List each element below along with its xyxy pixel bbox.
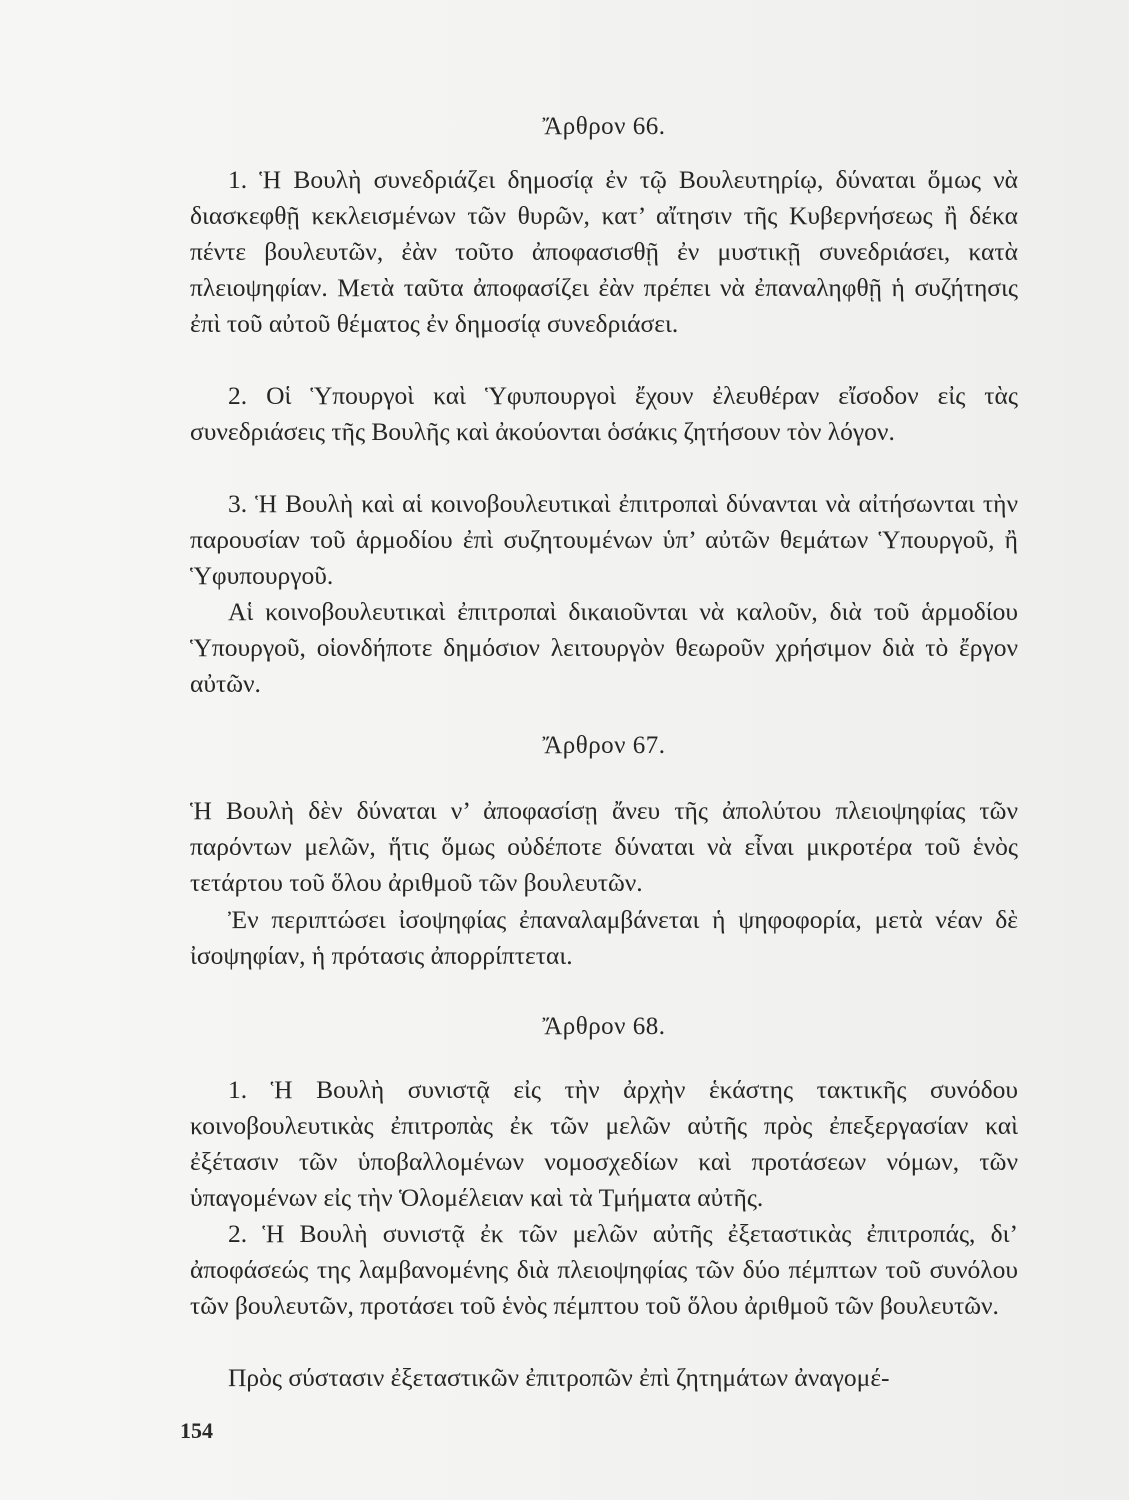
article-68-heading: Ἄρθρον 68. [542,1013,666,1040]
article-68-paragraph-3: Πρὸς σύστασιν ἐξεταστικῶν ἐπιτροπῶν ἐπὶ ζητημάτων ἀναγομέ- [228,1363,890,1392]
article-66-paragraph-3: 3. Ἡ Βουλὴ καὶ αἱ κοινοβουλευτικαὶ ἐπιτροπαὶ δύνανται νὰ αἰτήσωνται τὴν παρουσίαν τοῦ ἁρμοδίου ἐπὶ συζητουμένων ὑπ’ αὐτῶν θεμάτων Ὑπουργοῦ, ἢ Ὑφυπουργοῦ. [190,489,1018,591]
article-68-paragraph-2: 2. Ἡ Βουλὴ συνιστᾷ ἐκ τῶν μελῶν αὐτῆς ἐξεταστικὰς ἐπιτροπάς, δι’ ἀποφάσεώς της λαμβανομένης διὰ πλειοψηφίας τῶν δύο πέμπτων τοῦ συνόλου τῶν βουλευτῶν, προτάσει τοῦ ἑνὸς πέμπτου τοῦ ὅλου ἀριθμοῦ τῶν βουλευτῶν. [190,1219,1018,1321]
page-number: 154 [180,1418,213,1443]
article-67-heading: Ἄρθρον 67. [542,732,666,759]
article-66-heading: Ἄρθρον 66. [542,113,666,140]
article-67-paragraph-1: Ἡ Βουλὴ δὲν δύναται ν’ ἀποφασίσῃ ἄνευ τῆς ἀπολύτου πλειοψηφίας τῶν παρόντων μελῶν, ἥτις ὅμως οὐδέποτε δύναται νὰ εἶναι μικροτέρα τοῦ ἑνὸς τετάρτου τοῦ ὅλου ἀριθμοῦ τῶν βουλευτῶν. [190,796,1018,898]
article-66-paragraph-2: 2. Οἱ Ὑπουργοὶ καὶ Ὑφυπουργοὶ ἔχουν ἐλευθέραν εἴσοδον εἰς τὰς συνεδριάσεις τῆς Βουλῆς καὶ ἀκούονται ὁσάκις ζητήσουν τὸν λόγον. [190,381,1018,447]
article-67-paragraph-2: Ἐν περιπτώσει ἰσοψηφίας ἐπαναλαμβάνεται ἡ ψηφοφορία, μετὰ νέαν δὲ ἰσοψηφίαν, ἡ πρότασις ἀπορρίπτεται. [190,905,1018,971]
article-68-paragraph-1: 1. Ἡ Βουλὴ συνιστᾷ εἰς τὴν ἀρχὴν ἑκάστης τακτικῆς συνόδου κοινοβουλευτικὰς ἐπιτροπὰς ἐκ τῶν μελῶν αὐτῆς πρὸς ἐπεξεργασίαν καὶ ἐξέτασιν τῶν ὑποβαλλομένων νομοσχεδίων καὶ προτάσεων νόμων, τῶν ὑπαγομένων εἰς τὴν Ὁλομέλειαν καὶ τὰ Τμήματα αὐτῆς. [190,1075,1018,1213]
article-66-paragraph-4: Αἱ κοινοβουλευτικαὶ ἐπιτροπαὶ δικαιοῦνται νὰ καλοῦν, διὰ τοῦ ἁρμοδίου Ὑπουργοῦ, οἱονδήποτε δημόσιον λειτουργὸν θεωροῦν χρήσιμον διὰ τὸ ἔργον αὐτῶν. [190,597,1018,699]
article-66-paragraph-1: 1. Ἡ Βουλὴ συνεδριάζει δημοσίᾳ ἐν τῷ Βουλευτηρίῳ, δύναται ὅμως νὰ διασκεφθῇ κεκλεισμένων τῶν θυρῶν, κατ’ αἴτησιν τῆς Κυβερνήσεως ἢ δέκα πέντε βουλευτῶν, ἐὰν τοῦτο ἀποφασισθῇ ἐν μυστικῇ συνεδριάσει, κατὰ πλειοψηφίαν. Μετὰ ταῦτα ἀποφασίζει ἐὰν πρέπει νὰ ἐπαναληφθῇ ἡ συζήτησις ἐπὶ τοῦ αὐτοῦ θέματος ἐν δημοσίᾳ συνεδριάσει. [190,165,1018,339]
